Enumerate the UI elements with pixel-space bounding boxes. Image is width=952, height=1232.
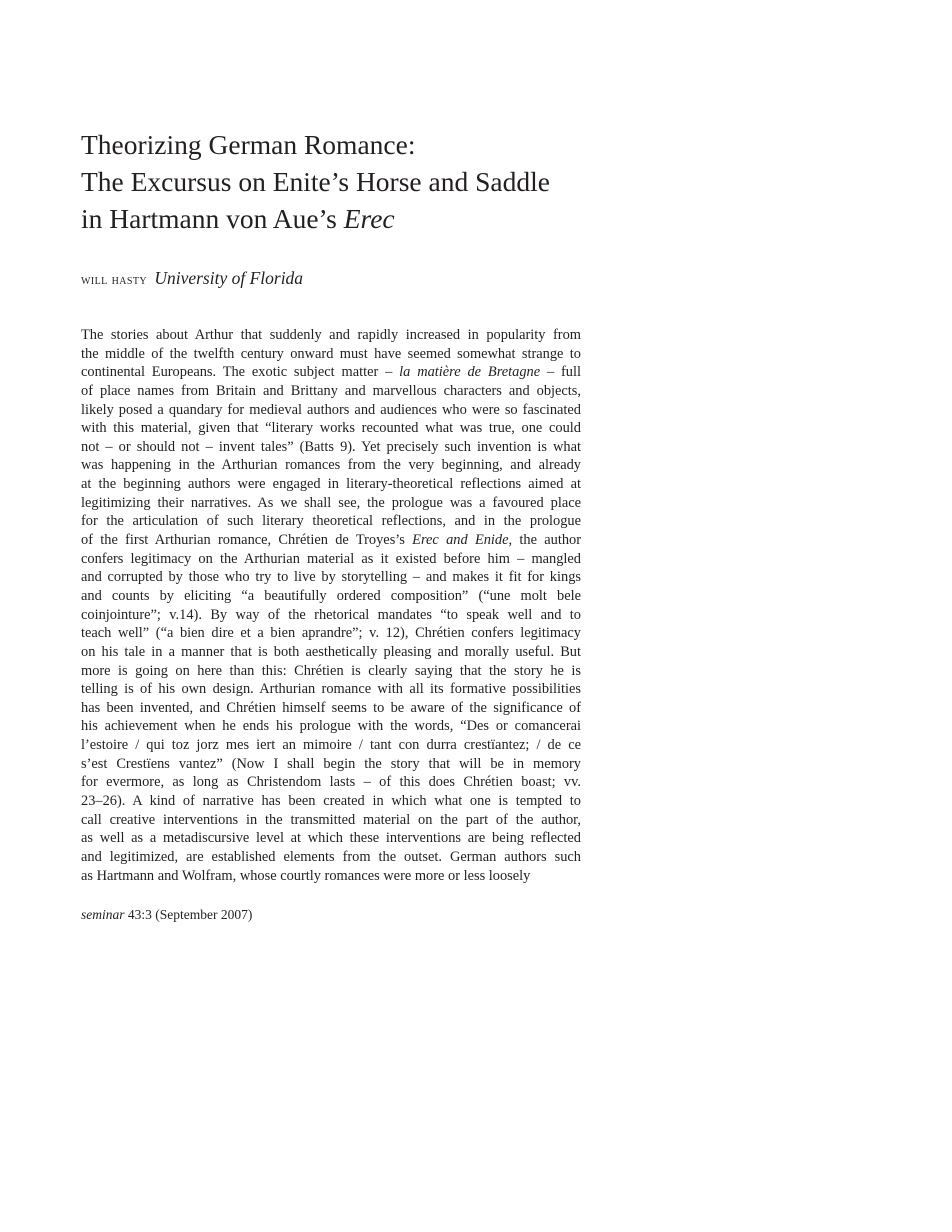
body-line — [81, 326, 581, 345]
body-line — [81, 680, 581, 699]
body-line — [81, 699, 581, 718]
body-text-run: telling is of his own design. Arthurian romance with all its formative possibilities — [81, 681, 581, 698]
body-line — [81, 717, 581, 736]
body-text-run: – full — [540, 364, 581, 381]
body-line — [81, 811, 581, 830]
body-line — [81, 755, 581, 774]
body-paragraph — [81, 326, 581, 885]
body-text-run: call creative interventions in the transmitted material on the part of the author, — [81, 811, 581, 828]
body-line — [81, 419, 581, 438]
author-name: will hasty — [81, 272, 147, 288]
italic-title-reference: la matière de Bretagne — [399, 364, 541, 381]
body-text-run: more is going on here than this: Chrétien is clearly saying that the story he is — [81, 662, 581, 679]
body-line — [81, 568, 581, 587]
body-line — [81, 512, 581, 531]
body-line — [81, 643, 581, 662]
body-line — [81, 475, 581, 494]
body-text-run: not – or should not – invent tales” (Batts 9). Yet precisely such invention is what — [81, 438, 581, 455]
italic-title-reference: Erec and Enide — [412, 532, 509, 549]
title-line: Theorizing German Romance: — [81, 129, 416, 160]
journal-issue: 43:3 (September 2007) — [124, 907, 253, 922]
body-line — [81, 438, 581, 457]
body-line — [81, 363, 581, 382]
body-text-run: of the first Arthurian romance, Chrétien de Troyes’s — [81, 532, 413, 549]
body-text-run: for evermore, as long as Christendom lasts – of this does Chrétien boast; vv. — [81, 774, 581, 791]
body-line — [81, 736, 581, 755]
body-text-run: the middle of the twelfth century onward must have seemed somewhat strange to — [81, 345, 581, 362]
body-text-run: confers legitimacy on the Arthurian material as it existed before him – mangled — [81, 550, 581, 567]
body-line — [81, 401, 581, 420]
body-text-run: legitimizing their narratives. As we shall see, the prologue was a favoured place — [81, 494, 581, 511]
title-italic-text: Erec — [343, 203, 395, 234]
body-line — [81, 829, 581, 848]
body-line — [81, 550, 581, 569]
body-text-run: for the articulation of such literary theoretical reflections, and in the prologue — [81, 513, 581, 530]
body-text-run: continental Europeans. The exotic subject matter – — [81, 364, 400, 381]
body-line — [81, 792, 581, 811]
body-text-run: and corrupted by those who try to live by storytelling – and makes it fit for kings — [81, 569, 581, 586]
body-line — [81, 848, 581, 867]
body-text-run: of place names from Britain and Brittany and marvellous characters and objects, — [81, 382, 581, 399]
body-text-run: his achievement when he ends his prologue with the words, “Des or comancerai — [81, 718, 581, 735]
body-text-run: l’estoire / qui toz jorz mes iert an mimoire / tant con durra crestïantez; / de ce — [81, 737, 581, 754]
body-text-run: as well as a metadiscursive level at which these interventions are being reflected — [81, 830, 581, 847]
body-text-run: The stories about Arthur that suddenly and rapidly increased in popularity from — [81, 327, 581, 343]
body-line — [81, 606, 581, 625]
author-byline — [81, 266, 303, 292]
body-line — [81, 494, 581, 513]
article-title — [81, 126, 641, 237]
body-line — [81, 345, 581, 364]
body-text-run: s’est Crestïens vantez” (Now I shall begin the story that will be in memory — [81, 755, 581, 772]
body-line — [81, 624, 581, 643]
body-text-run: has been invented, and Chrétien himself seems to be aware of the significance of — [81, 699, 581, 716]
body-text-run: and counts by eliciting “a beautifully ordered composition” (“une molt bele — [81, 587, 581, 604]
body-text-run: at the beginning authors were engaged in literary-theoretical reflections aimed at — [81, 476, 581, 493]
body-text-run: as Hartmann and Wolfram, whose courtly romances were more or less loosely — [81, 867, 531, 884]
body-text-run: coinjointure”; v.14). By way of the rhetorical mandates “to speak well and to — [81, 606, 581, 623]
title-line — [81, 200, 641, 237]
body-text-run: teach well” (“a bien dire et a bien aprandre”; v. 12), Chrétien confers legitimacy — [81, 625, 581, 642]
body-line — [81, 382, 581, 401]
body-text-run: on his tale in a manner that is both aesthetically pleasing and morally useful. But — [81, 643, 581, 660]
body-line — [81, 456, 581, 475]
title-text: in Hartmann von Aue’s — [81, 203, 344, 234]
body-line — [81, 587, 581, 606]
body-text-run: likely posed a quandary for medieval authors and audiences who were so fascinated — [81, 401, 581, 418]
body-text-run: and legitimized, are established elements from the outset. German authors such — [81, 848, 581, 865]
body-text-run: , the author — [508, 532, 582, 549]
body-text-run: was happening in the Arthurian romances from the very beginning, and already — [81, 457, 581, 474]
journal-name: seminar — [81, 907, 125, 922]
body-line — [81, 531, 581, 550]
body-line — [81, 662, 581, 681]
author-affiliation: University of Florida — [154, 268, 304, 288]
body-text-run: 23–26). A kind of narrative has been created in which what one is tempted to — [81, 793, 581, 810]
body-line — [81, 773, 581, 792]
body-line — [81, 867, 581, 886]
journal-footer — [81, 906, 252, 924]
title-line: The Excursus on Enite’s Horse and Saddle — [81, 166, 550, 197]
body-text-run: with this material, given that “literary works recounted what was true, one could — [81, 420, 581, 437]
